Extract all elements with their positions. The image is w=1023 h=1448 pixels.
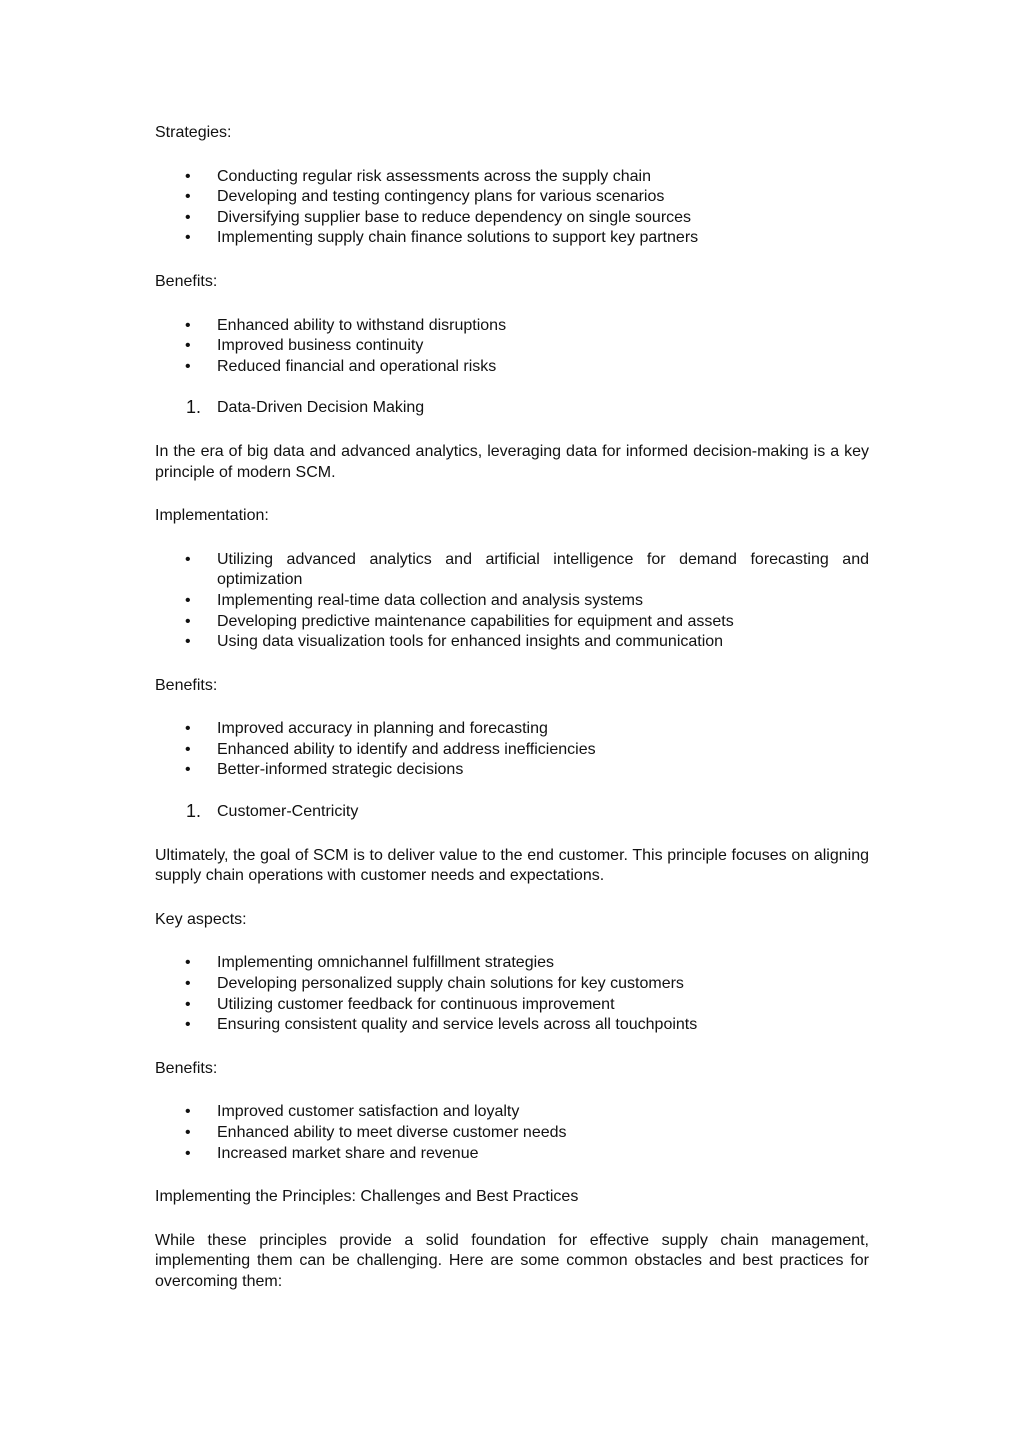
implementation-heading: Implementation: xyxy=(155,507,269,525)
list-item: • Utilizing customer feedback for continuous improvement xyxy=(155,995,869,1016)
benefits-list xyxy=(155,316,869,378)
closing-paragraph: While these principles provide a solid foundation for effective supply chain management, implementing them can be challenging. Here are some common obstacles and best practices for overcoming them: xyxy=(155,1231,869,1290)
benefits-heading: Benefits: xyxy=(155,272,218,290)
key-aspects-list xyxy=(155,953,869,1035)
strategies-heading: Strategies: xyxy=(155,124,232,141)
list-item: • Improved accuracy in planning and forecasting xyxy=(155,719,869,740)
section-heading-customer-centricity xyxy=(155,802,869,823)
list-item: • Better-informed strategic decisions xyxy=(155,760,869,781)
list-item: • Enhanced ability to identify and address inefficiencies xyxy=(155,740,869,761)
list-item: • Developing and testing contingency plans for various scenarios xyxy=(155,187,869,208)
list-item: • Ensuring consistent quality and service levels across all touchpoints xyxy=(155,1015,869,1036)
list-item: • Enhanced ability to meet diverse customer needs xyxy=(155,1123,869,1144)
list-item: • Developing predictive maintenance capabilities for equipment and assets xyxy=(155,612,869,633)
benefits-list xyxy=(155,1102,869,1164)
section-title: Data-Driven Decision Making xyxy=(217,399,425,417)
list-item: • Improved business continuity xyxy=(155,336,869,357)
list-item: • Diversifying supplier base to reduce dependency on single sources xyxy=(155,208,869,229)
section-intro-paragraph: Ultimately, the goal of SCM is to deliver value to the end customer. This principle focuses on aligning supply chain operations with customer needs and expectations. xyxy=(155,846,869,885)
section-heading-data-driven xyxy=(155,398,869,419)
list-item: • Reduced financial and operational risks xyxy=(155,357,869,378)
list-item: • Enhanced ability to withstand disruptions xyxy=(155,316,869,337)
list-item: • Developing personalized supply chain solutions for key customers xyxy=(155,974,869,995)
list-item: • Implementing supply chain finance solutions to support key partners xyxy=(155,228,869,249)
key-aspects-heading: Key aspects: xyxy=(155,910,247,928)
document-page xyxy=(155,123,869,1316)
implementing-principles-heading: Implementing the Principles: Challenges and Best Practices xyxy=(155,1188,579,1206)
benefits-heading: Benefits: xyxy=(155,676,218,694)
list-item: • Using data visualization tools for enhanced insights and communication xyxy=(155,632,869,653)
list-item: • Implementing omnichannel fulfillment strategies xyxy=(155,953,869,974)
list-item: • Increased market share and revenue xyxy=(155,1144,869,1165)
section-number: 1. xyxy=(186,397,202,418)
benefits-list xyxy=(155,719,869,781)
list-item: • Utilizing advanced analytics and artificial intelligence for demand forecasting and optimization xyxy=(155,550,869,591)
section-title: Customer-Centricity xyxy=(217,803,359,821)
implementation-list xyxy=(155,550,869,653)
benefits-heading: Benefits: xyxy=(155,1059,218,1077)
section-intro-paragraph: In the era of big data and advanced analytics, leveraging data for informed decision-making is a key principle of modern SCM. xyxy=(155,442,869,481)
list-item: • Improved customer satisfaction and loyalty xyxy=(155,1102,869,1123)
list-item: • Conducting regular risk assessments across the supply chain xyxy=(155,167,869,188)
list-item: • Implementing real-time data collection and analysis systems xyxy=(155,591,869,612)
section-number: 1. xyxy=(186,801,202,822)
strategies-list xyxy=(155,167,869,249)
